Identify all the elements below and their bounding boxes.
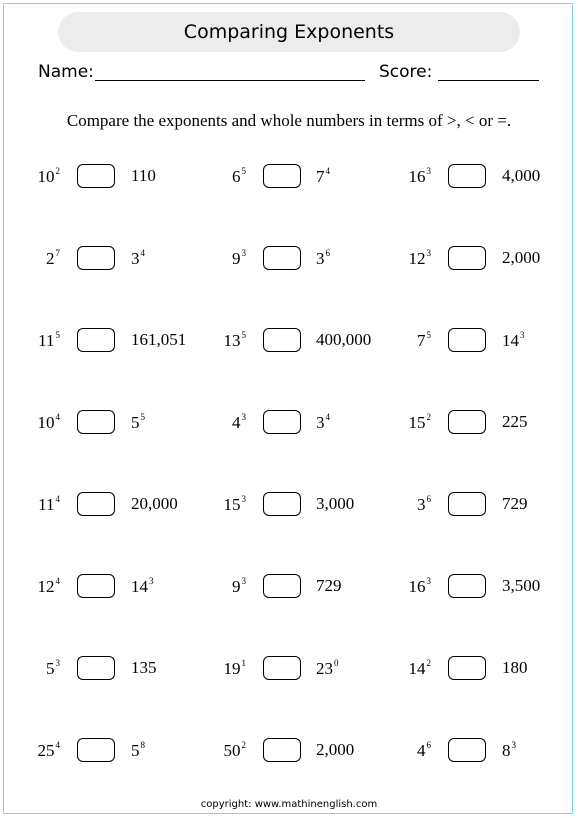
left-expression-base: 9 xyxy=(232,249,241,268)
right-expression-exponent: 5 xyxy=(140,412,145,422)
left-expression-exponent: 6 xyxy=(426,494,431,504)
right-expression-base: 2,000 xyxy=(502,248,541,267)
right-expression xyxy=(502,494,528,514)
answer-box[interactable] xyxy=(448,574,486,598)
left-expression-exponent: 3 xyxy=(241,248,246,258)
left-expression-exponent: 3 xyxy=(426,166,431,176)
left-expression-exponent: 2 xyxy=(55,166,60,176)
left-expression-exponent: 1 xyxy=(241,658,246,668)
right-expression-base: 400,000 xyxy=(316,330,372,349)
left-expression-exponent: 5 xyxy=(426,330,431,340)
score-field[interactable] xyxy=(438,80,539,81)
right-expression-base: 7 xyxy=(316,167,325,186)
left-expression-exponent: 4 xyxy=(55,576,60,586)
left-expression-exponent: 2 xyxy=(426,412,431,422)
left-expression-base: 3 xyxy=(417,495,426,514)
left-expression-base: 13 xyxy=(223,331,241,350)
right-expression xyxy=(502,658,528,678)
left-expression-base: 16 xyxy=(408,167,426,186)
left-expression-exponent: 5 xyxy=(241,166,246,176)
left-expression-base: 12 xyxy=(37,577,55,596)
right-expression-exponent: 3 xyxy=(149,576,154,586)
left-expression-exponent: 4 xyxy=(55,412,60,422)
right-expression-base: 4,000 xyxy=(502,166,541,185)
right-expression-base: 110 xyxy=(131,166,156,185)
left-expression xyxy=(409,166,432,187)
left-expression-exponent: 7 xyxy=(55,248,60,258)
right-expression-base: 135 xyxy=(131,658,157,677)
right-expression xyxy=(502,166,540,186)
right-expression-base: 3,000 xyxy=(316,494,355,513)
left-expression-exponent: 5 xyxy=(241,330,246,340)
right-expression-base: 2,000 xyxy=(316,740,355,759)
right-expression xyxy=(502,330,525,351)
instructions: Compare the exponents and whole numbers in terms of >, < or =. xyxy=(66,111,512,130)
right-expression-base: 225 xyxy=(502,412,528,431)
right-expression xyxy=(502,248,540,268)
right-expression-base: 5 xyxy=(131,413,140,432)
name-label: Name: xyxy=(38,62,94,82)
right-expression-exponent: 0 xyxy=(334,658,339,668)
right-expression-exponent: 6 xyxy=(325,248,330,258)
left-expression-exponent: 3 xyxy=(426,248,431,258)
left-expression xyxy=(409,658,432,679)
left-expression-base: 6 xyxy=(232,167,241,186)
worksheet-title: Comparing Exponents xyxy=(58,12,520,52)
right-expression-base: 161,051 xyxy=(131,330,187,349)
left-expression-exponent: 3 xyxy=(426,576,431,586)
right-expression-base: 180 xyxy=(502,658,528,677)
answer-box[interactable] xyxy=(448,656,486,680)
right-expression-base: 8 xyxy=(502,741,511,760)
right-expression xyxy=(502,412,528,432)
left-expression-base: 14 xyxy=(408,659,426,678)
right-expression-base: 20,000 xyxy=(131,494,178,513)
left-expression-exponent: 4 xyxy=(55,740,60,750)
right-expression-base: 729 xyxy=(502,494,528,513)
left-expression-base: 25 xyxy=(37,741,55,760)
left-expression-exponent: 6 xyxy=(426,740,431,750)
problem-left-cell xyxy=(0,652,431,684)
left-expression-base: 11 xyxy=(38,331,55,350)
right-expression-base: 729 xyxy=(316,576,342,595)
left-expression-base: 7 xyxy=(417,331,426,350)
right-expression-base: 3,500 xyxy=(502,576,541,595)
score-label: Score: xyxy=(379,62,433,82)
right-expression-exponent: 3 xyxy=(511,740,516,750)
left-expression-base: 12 xyxy=(408,249,426,268)
right-expression-base: 14 xyxy=(131,577,148,596)
right-expression-base: 14 xyxy=(502,331,519,350)
name-field[interactable] xyxy=(95,80,365,81)
left-expression-base: 5 xyxy=(46,659,55,678)
problem-left-cell xyxy=(0,242,431,274)
left-expression-exponent: 3 xyxy=(241,576,246,586)
left-expression-exponent: 4 xyxy=(55,494,60,504)
left-expression xyxy=(409,248,432,269)
right-expression xyxy=(502,576,540,596)
left-expression-exponent: 2 xyxy=(241,740,246,750)
problem-left-cell xyxy=(0,160,431,192)
right-expression-exponent: 3 xyxy=(520,330,525,340)
left-expression xyxy=(417,494,431,515)
problem-left-cell xyxy=(0,488,431,520)
left-expression xyxy=(409,576,432,597)
right-expression-base: 23 xyxy=(316,659,333,678)
problem-left-cell xyxy=(0,734,431,766)
right-expression-base: 3 xyxy=(316,249,325,268)
left-expression-base: 16 xyxy=(408,577,426,596)
left-expression-exponent: 2 xyxy=(426,658,431,668)
left-expression-base: 10 xyxy=(37,413,55,432)
right-expression-exponent: 4 xyxy=(325,166,330,176)
left-expression-exponent: 5 xyxy=(55,330,60,340)
left-expression xyxy=(417,740,431,761)
answer-box[interactable] xyxy=(448,246,486,270)
right-expression-exponent: 8 xyxy=(140,740,145,750)
right-expression-base: 3 xyxy=(316,413,325,432)
left-expression-base: 9 xyxy=(232,577,241,596)
left-expression-base: 15 xyxy=(408,413,426,432)
right-expression-base: 3 xyxy=(131,249,140,268)
answer-box[interactable] xyxy=(448,738,486,762)
left-expression-exponent: 3 xyxy=(55,658,60,668)
left-expression-base: 10 xyxy=(37,167,55,186)
problem-left-cell xyxy=(0,406,431,438)
left-expression-base: 50 xyxy=(223,741,241,760)
problem-left-cell xyxy=(0,570,431,602)
answer-box[interactable] xyxy=(448,410,486,434)
answer-box[interactable] xyxy=(448,492,486,516)
left-expression-base: 4 xyxy=(417,741,426,760)
left-expression-exponent: 3 xyxy=(241,412,246,422)
copyright-footer: copyright: www.mathinenglish.com xyxy=(200,799,378,810)
left-expression xyxy=(417,330,431,351)
right-expression-exponent: 4 xyxy=(140,248,145,258)
left-expression-base: 2 xyxy=(46,249,55,268)
right-expression-exponent: 4 xyxy=(325,412,330,422)
answer-box[interactable] xyxy=(448,328,486,352)
left-expression-base: 19 xyxy=(223,659,241,678)
problem-left-cell xyxy=(0,324,431,356)
right-expression-base: 5 xyxy=(131,741,140,760)
left-expression-base: 4 xyxy=(232,413,241,432)
answer-box[interactable] xyxy=(448,164,486,188)
left-expression-base: 11 xyxy=(38,495,55,514)
left-expression-base: 15 xyxy=(223,495,241,514)
left-expression-exponent: 3 xyxy=(241,494,246,504)
right-expression xyxy=(502,740,516,761)
left-expression xyxy=(409,412,432,433)
